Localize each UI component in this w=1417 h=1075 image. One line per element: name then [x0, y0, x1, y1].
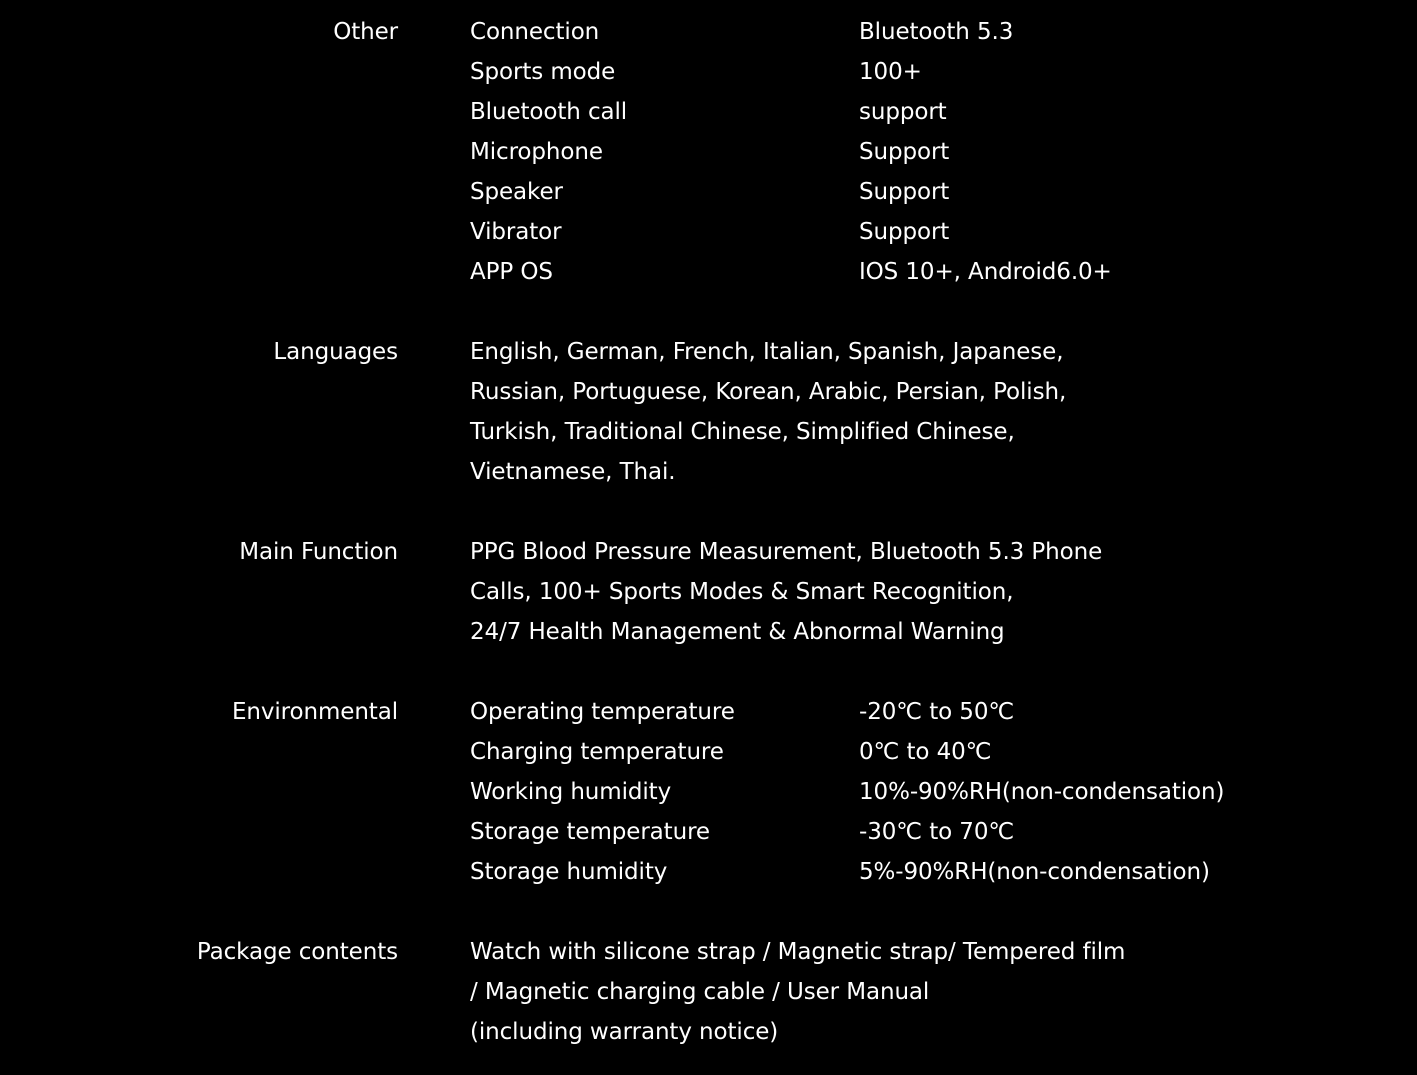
- package-contents-text: [470, 932, 1125, 1052]
- text-line: Russian, Portuguese, Korean, Arabic, Persian, Polish,: [470, 379, 1067, 405]
- spec-value: 0℃ to 40℃: [859, 739, 992, 765]
- spec-value: support: [859, 99, 947, 125]
- spec-row: [470, 852, 1370, 892]
- spec-key: Charging temperature: [470, 739, 724, 765]
- spec-value: 5%-90%RH(non-condensation): [859, 859, 1210, 885]
- spec-key: APP OS: [470, 259, 553, 285]
- spec-row: [470, 172, 1370, 212]
- spec-row: [470, 692, 1370, 732]
- text-line: Vietnamese, Thai.: [470, 459, 676, 485]
- spec-key: Connection: [470, 19, 600, 45]
- spec-row: [470, 732, 1370, 772]
- text-line: PPG Blood Pressure Measurement, Bluetooth 5.3 Phone: [470, 539, 1103, 565]
- spec-value: -20℃ to 50℃: [859, 699, 1015, 725]
- section-label-package-contents: Package contents: [196, 939, 398, 965]
- spec-key: Operating temperature: [470, 699, 735, 725]
- spec-value: Bluetooth 5.3: [859, 19, 1014, 45]
- text-line: Turkish, Traditional Chinese, Simplified Chinese,: [470, 419, 1015, 445]
- spec-row: [470, 132, 1370, 172]
- spec-row: [470, 252, 1370, 292]
- spec-key: Working humidity: [470, 779, 672, 805]
- main-function-text: [470, 532, 1102, 652]
- spec-value: IOS 10+, Android6.0+: [859, 259, 1112, 285]
- spec-row: [470, 52, 1370, 92]
- spec-value: Support: [859, 219, 950, 245]
- spec-value: 10%-90%RH(non-condensation): [859, 779, 1225, 805]
- spec-value: -30℃ to 70℃: [859, 819, 1015, 845]
- text-line: Watch with silicone strap / Magnetic strap/ Tempered film: [470, 939, 1126, 965]
- text-line: / Magnetic charging cable / User Manual: [470, 979, 930, 1005]
- text-line: English, German, French, Italian, Spanish, Japanese,: [470, 339, 1064, 365]
- spec-value: 100+: [859, 59, 922, 85]
- spec-value: Support: [859, 139, 950, 165]
- spec-row: [470, 212, 1370, 252]
- spec-value: Support: [859, 179, 950, 205]
- spec-row: [470, 812, 1370, 852]
- spec-table-other: [470, 12, 1370, 292]
- spec-table-environmental: [470, 692, 1370, 892]
- spec-key: Storage temperature: [470, 819, 710, 845]
- section-label-environmental: Environmental: [231, 699, 398, 725]
- text-line: (including warranty notice): [470, 1019, 779, 1045]
- spec-key: Bluetooth call: [470, 99, 628, 125]
- spec-row: [470, 12, 1370, 52]
- text-line: Calls, 100+ Sports Modes & Smart Recognition,: [470, 579, 1014, 605]
- languages-text: [470, 332, 1066, 492]
- spec-key: Microphone: [470, 139, 603, 165]
- spec-key: Vibrator: [470, 219, 562, 245]
- section-label-languages: Languages: [273, 339, 398, 365]
- text-line: 24/7 Health Management & Abnormal Warning: [470, 619, 1005, 645]
- spec-key: Storage humidity: [470, 859, 668, 885]
- spec-row: [470, 92, 1370, 132]
- spec-key: Speaker: [470, 179, 563, 205]
- spec-row: [470, 772, 1370, 812]
- section-label-other: Other: [333, 19, 398, 45]
- section-label-main-function: Main Function: [239, 539, 398, 565]
- spec-key: Sports mode: [470, 59, 616, 85]
